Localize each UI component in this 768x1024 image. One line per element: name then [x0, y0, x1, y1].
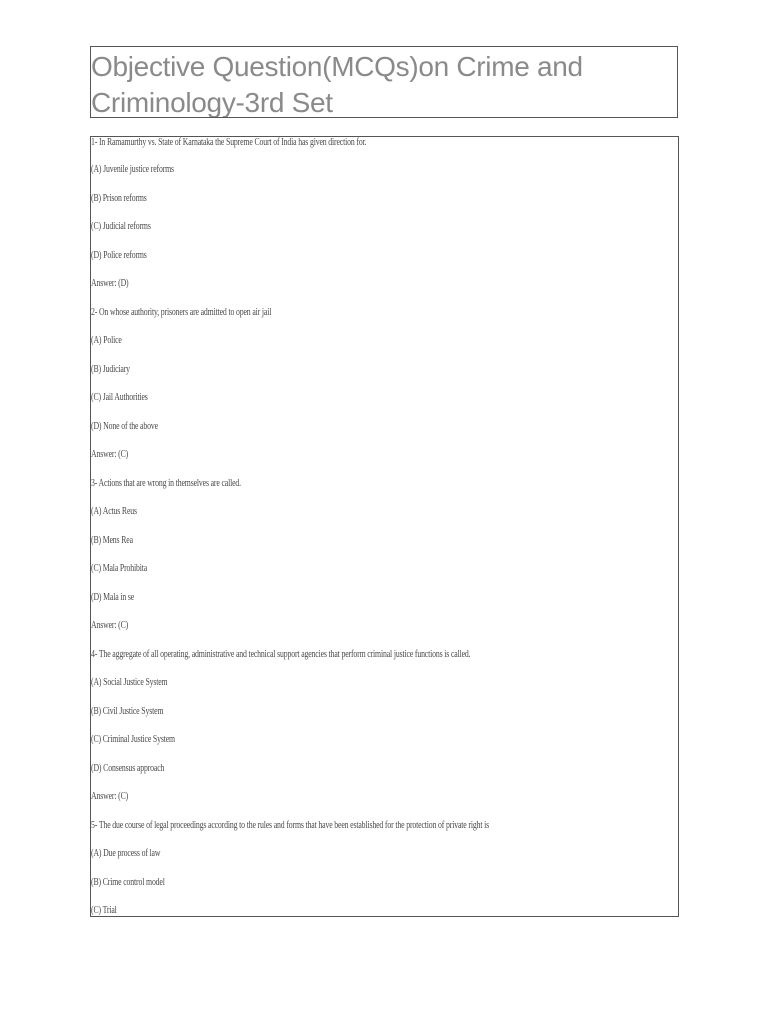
answer-line: Answer: (D): [91, 278, 129, 289]
option-line: (C) Trial: [91, 905, 117, 916]
option-line: (A) Police: [91, 335, 122, 346]
title-box: [90, 46, 678, 118]
option-line: (D) Mala in se: [91, 592, 135, 603]
option-line: (C) Jail Authorities: [91, 392, 148, 403]
option-line: (B) Mens Rea: [91, 535, 133, 546]
option-line: (B) Crime control model: [91, 877, 165, 888]
option-line: (C) Mala Prohibita: [91, 563, 148, 574]
question-line: 4- The aggregate of all operating, administrative and technical support agencies that perform criminal justice functions is called.: [91, 649, 471, 660]
question-line: 2- On whose authority, prisoners are admitted to open air jail: [91, 307, 272, 318]
option-line: (A) Juvenile justice reforms: [91, 164, 174, 175]
option-line: (B) Judiciary: [91, 364, 130, 375]
option-line: (C) Criminal Justice System: [91, 734, 175, 745]
option-line: (C) Judicial reforms: [91, 221, 151, 232]
question-line: 1- In Ramamurthy vs. State of Karnataka the Supreme Court of India has given direction for.: [91, 137, 367, 148]
answer-line: Answer: (C): [91, 620, 129, 631]
option-line: (B) Civil Justice System: [91, 706, 164, 717]
option-line: (A) Due process of law: [91, 848, 161, 859]
option-line: (B) Prison reforms: [91, 193, 147, 204]
option-line: (D) None of the above: [91, 421, 158, 432]
answer-line: Answer: (C): [91, 791, 129, 802]
option-line: (D) Police reforms: [91, 250, 147, 261]
option-line: (A) Actus Reus: [91, 506, 137, 517]
option-line: (A) Social Justice System: [91, 677, 168, 688]
option-line: (D) Consensus approach: [91, 763, 165, 774]
answer-line: Answer: (C): [91, 449, 129, 460]
question-line: 5- The due course of legal proceedings according to the rules and forms that have been established for the protection of private right is: [91, 820, 490, 831]
document-title: Objective Question(MCQs)on Crime and Criminology-3rd Set: [91, 51, 583, 118]
question-line: 3- Actions that are wrong in themselves are called.: [91, 478, 241, 489]
questions-box: [90, 136, 679, 917]
